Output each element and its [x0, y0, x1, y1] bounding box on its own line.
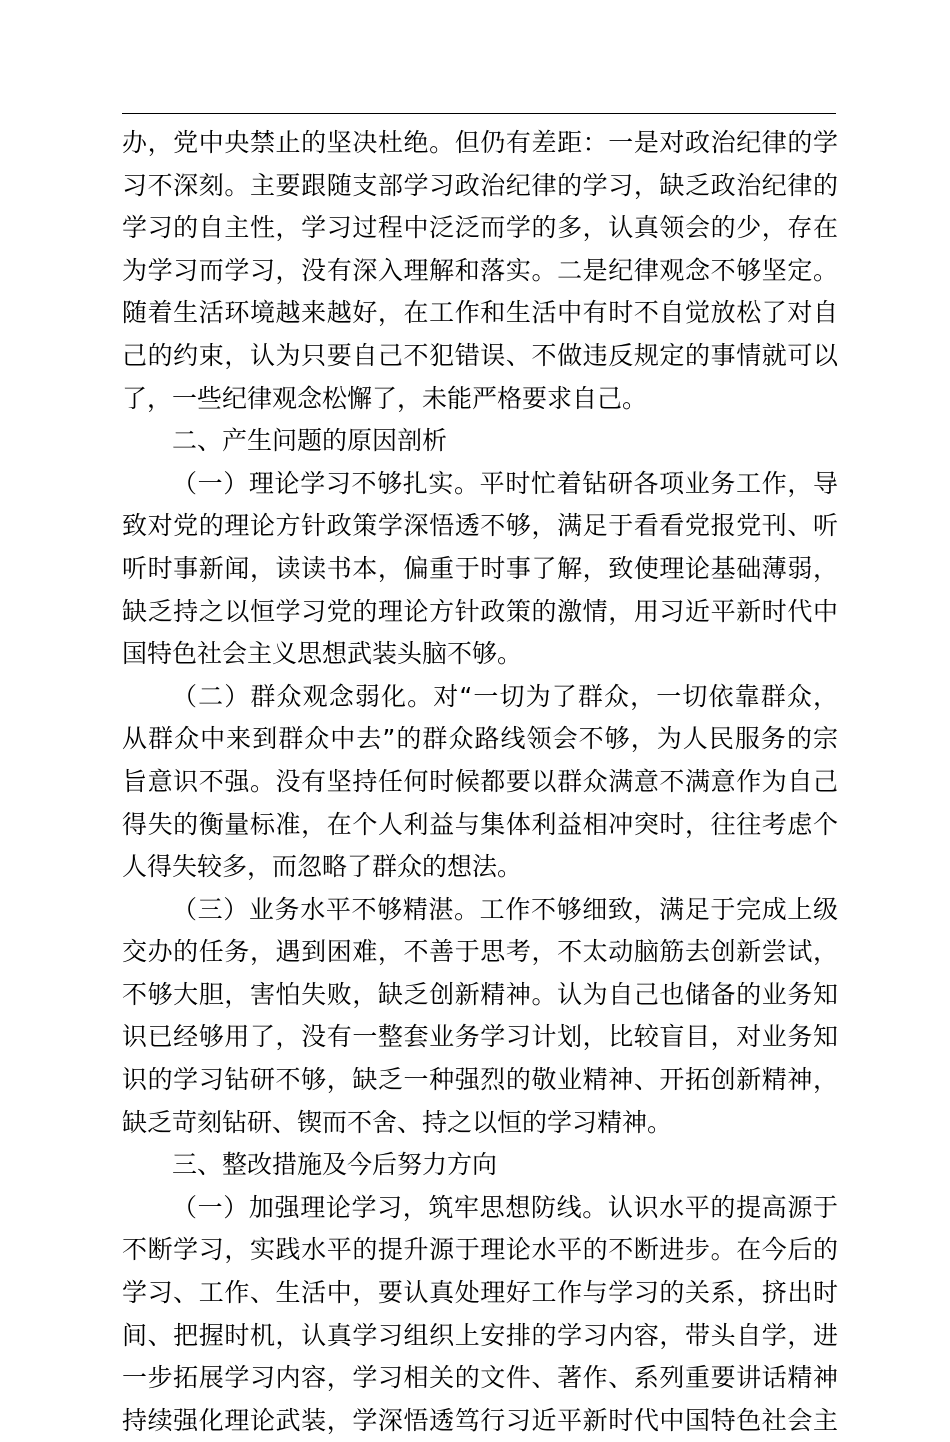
header-rule: [122, 113, 836, 114]
body-line: 听时事新闻，读读书本，偏重于时事了解，致使理论基础薄弱，: [122, 553, 838, 583]
body-line: 持续强化理论武装，学深悟透笃行习近平新时代中国特色社会主: [122, 1405, 838, 1435]
document-body: [122, 122, 838, 1442]
section-heading: 三、整改措施及今后努力方向: [172, 1150, 498, 1180]
body-line: 缺乏持之以恒学习党的理论方针政策的激情，用习近平新时代中: [122, 596, 838, 626]
body-line: 办，党中央禁止的坚决杜绝。但仍有差距：一是对政治纪律的学: [122, 128, 838, 157]
paragraph-start: （二）群众观念弱化。对“一切为了群众，一切依靠群众，: [172, 681, 838, 711]
body-line: 从群众中来到群众中去”的群众路线领会不够，为人民服务的宗: [122, 724, 838, 754]
body-line: 学习、工作、生活中，要认真处理好工作与学习的关系，挤出时: [122, 1278, 838, 1308]
body-line: 间、把握时机，认真学习组织上安排的学习内容，带头自学，进: [122, 1320, 838, 1350]
body-line: 己的约束，认为只要自己不犯错误、不做违反规定的事情就可以: [122, 340, 838, 370]
body-line: 致对党的理论方针政策学深悟透不够，满足于看看党报党刊、听: [122, 511, 838, 541]
paragraph-start: （三）业务水平不够精湛。工作不够细致，满足于完成上级: [172, 894, 838, 924]
body-line: 学习的自主性，学习过程中泛泛而学的多，认真领会的少，存在: [122, 213, 838, 243]
body-line: 了，一些纪律观念松懈了，未能严格要求自己。: [122, 383, 648, 413]
paragraph-start: （一）加强理论学习，筑牢思想防线。认识水平的提高源于: [172, 1192, 838, 1222]
body-line: 不断学习，实践水平的提升源于理论水平的不断进步。在今后的: [122, 1235, 838, 1265]
body-line: 不够大胆，害怕失败，缺乏创新精神。认为自己也储备的业务知: [122, 979, 838, 1009]
body-line: 交办的任务，遇到困难，不善于思考，不太动脑筋去创新尝试，: [122, 937, 838, 967]
body-line: 识的学习钻研不够，缺乏一种强烈的敬业精神、开拓创新精神，: [122, 1065, 838, 1095]
body-line: 国特色社会主义思想武装头脑不够。: [122, 639, 523, 669]
paragraph-start: （一）理论学习不够扎实。平时忙着钻研各项业务工作，导: [172, 468, 838, 498]
body-line: 一步拓展学习内容，学习相关的文件、著作、系列重要讲话精神: [122, 1363, 838, 1393]
body-line: 习不深刻。主要跟随支部学习政治纪律的学习，缺乏政治纪律的: [122, 170, 838, 200]
body-line: 识已经够用了，没有一整套业务学习计划，比较盲目，对业务知: [122, 1022, 838, 1052]
body-line: 人得失较多，而忽略了群众的想法。: [122, 852, 523, 882]
body-line: 旨意识不强。没有坚持任何时候都要以群众满意不满意作为自己: [122, 766, 838, 796]
body-line: 为学习而学习，没有深入理解和落实。二是纪律观念不够坚定。: [122, 255, 838, 285]
body-line: 随着生活环境越来越好，在工作和生活中有时不自觉放松了对自: [122, 298, 838, 328]
body-line: 缺乏苛刻钻研、锲而不舍、持之以恒的学习精神。: [122, 1107, 673, 1137]
section-heading: 二、产生问题的原因剖析: [172, 426, 448, 456]
body-line: 得失的衡量标准，在个人利益与集体利益相冲突时，往往考虑个: [122, 809, 838, 839]
